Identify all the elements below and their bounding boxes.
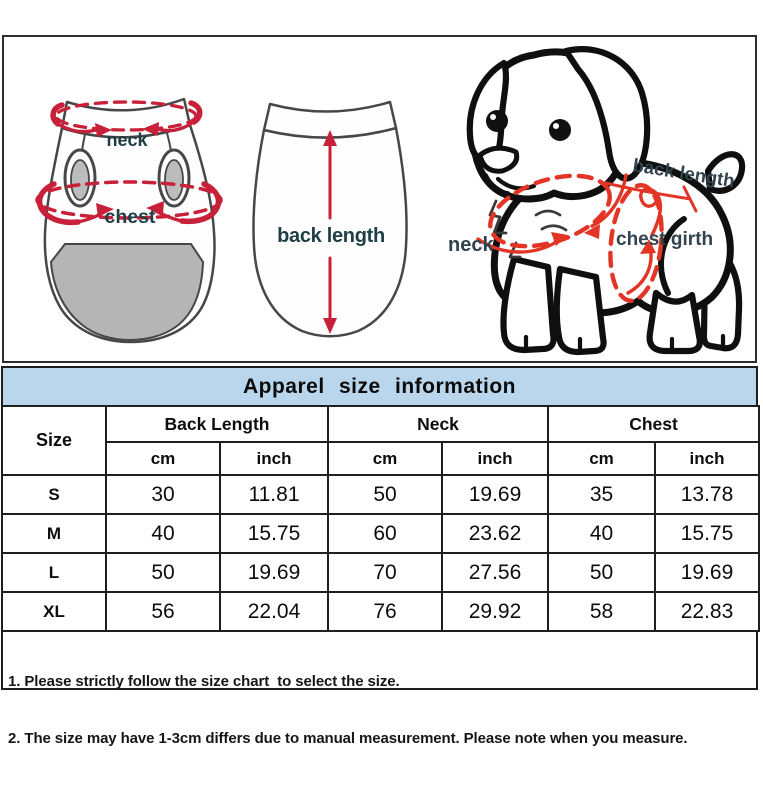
notes-box xyxy=(1,630,758,747)
value-cell: 35 xyxy=(548,475,655,514)
dog-outline xyxy=(470,49,742,352)
unit-header: cm xyxy=(328,442,442,475)
value-cell: 15.75 xyxy=(655,514,759,553)
value-cell: 22.04 xyxy=(220,592,328,631)
value-cell: 58 xyxy=(548,592,655,631)
garment-back-diagram xyxy=(250,90,410,340)
dog-neck-label: neck xyxy=(448,234,494,256)
unit-header: cm xyxy=(106,442,220,475)
unit-header: cm xyxy=(548,442,655,475)
unit-header: inch xyxy=(655,442,759,475)
column-header-neck: Neck xyxy=(328,406,548,442)
value-cell: 76 xyxy=(328,592,442,631)
table-row xyxy=(2,592,759,631)
column-header-back-length: Back Length xyxy=(106,406,328,442)
size-cell: S xyxy=(2,475,106,514)
value-cell: 50 xyxy=(106,553,220,592)
value-cell: 19.69 xyxy=(442,475,548,514)
note-line: 2. The size may have 1-3cm differs due to manual measurement. Please note when you measure. xyxy=(8,730,688,747)
dog-nose xyxy=(480,148,517,171)
value-cell: 19.69 xyxy=(655,553,759,592)
value-cell: 40 xyxy=(106,514,220,553)
garment-front-diagram xyxy=(32,82,232,347)
chest-label: chest xyxy=(104,206,156,228)
size-cell: M xyxy=(2,514,106,553)
value-cell: 50 xyxy=(328,475,442,514)
value-cell: 23.62 xyxy=(442,514,548,553)
value-cell: 29.92 xyxy=(442,592,548,631)
table-title: Apparel size information xyxy=(1,366,758,407)
size-cell: XL xyxy=(2,592,106,631)
table-row xyxy=(2,514,759,553)
value-cell: 22.83 xyxy=(655,592,759,631)
dog-diagram xyxy=(440,43,754,361)
neck-label: neck xyxy=(106,130,148,150)
dog-hind-leg-near xyxy=(650,293,700,351)
unit-header: inch xyxy=(220,442,328,475)
measurement-diagram-panel xyxy=(2,35,757,363)
back-length-label: back length xyxy=(277,225,385,247)
value-cell: 70 xyxy=(328,553,442,592)
value-cell: 50 xyxy=(548,553,655,592)
size-table xyxy=(1,405,760,632)
value-cell: 11.81 xyxy=(220,475,328,514)
dog-back-length-label: back length xyxy=(631,154,737,192)
size-cell: L xyxy=(2,553,106,592)
table-row xyxy=(2,475,759,514)
value-cell: 27.56 xyxy=(442,553,548,592)
value-cell: 60 xyxy=(328,514,442,553)
dog-chest-girth-label: chest girth xyxy=(616,229,714,250)
table-row xyxy=(2,553,759,592)
value-cell: 13.78 xyxy=(655,475,759,514)
size-table-section xyxy=(1,366,758,747)
unit-header: inch xyxy=(442,442,548,475)
value-cell: 19.69 xyxy=(220,553,328,592)
column-header-size: Size xyxy=(2,406,106,475)
column-header-chest: Chest xyxy=(548,406,759,442)
dog-front-leg-1 xyxy=(503,259,553,350)
dog-eye-left xyxy=(486,110,508,132)
value-cell: 30 xyxy=(106,475,220,514)
dog-eye-right xyxy=(549,119,571,141)
value-cell: 40 xyxy=(548,514,655,553)
value-cell: 15.75 xyxy=(220,514,328,553)
note-line: 1. Please strictly follow the size chart to select the size. xyxy=(8,673,400,690)
value-cell: 56 xyxy=(106,592,220,631)
